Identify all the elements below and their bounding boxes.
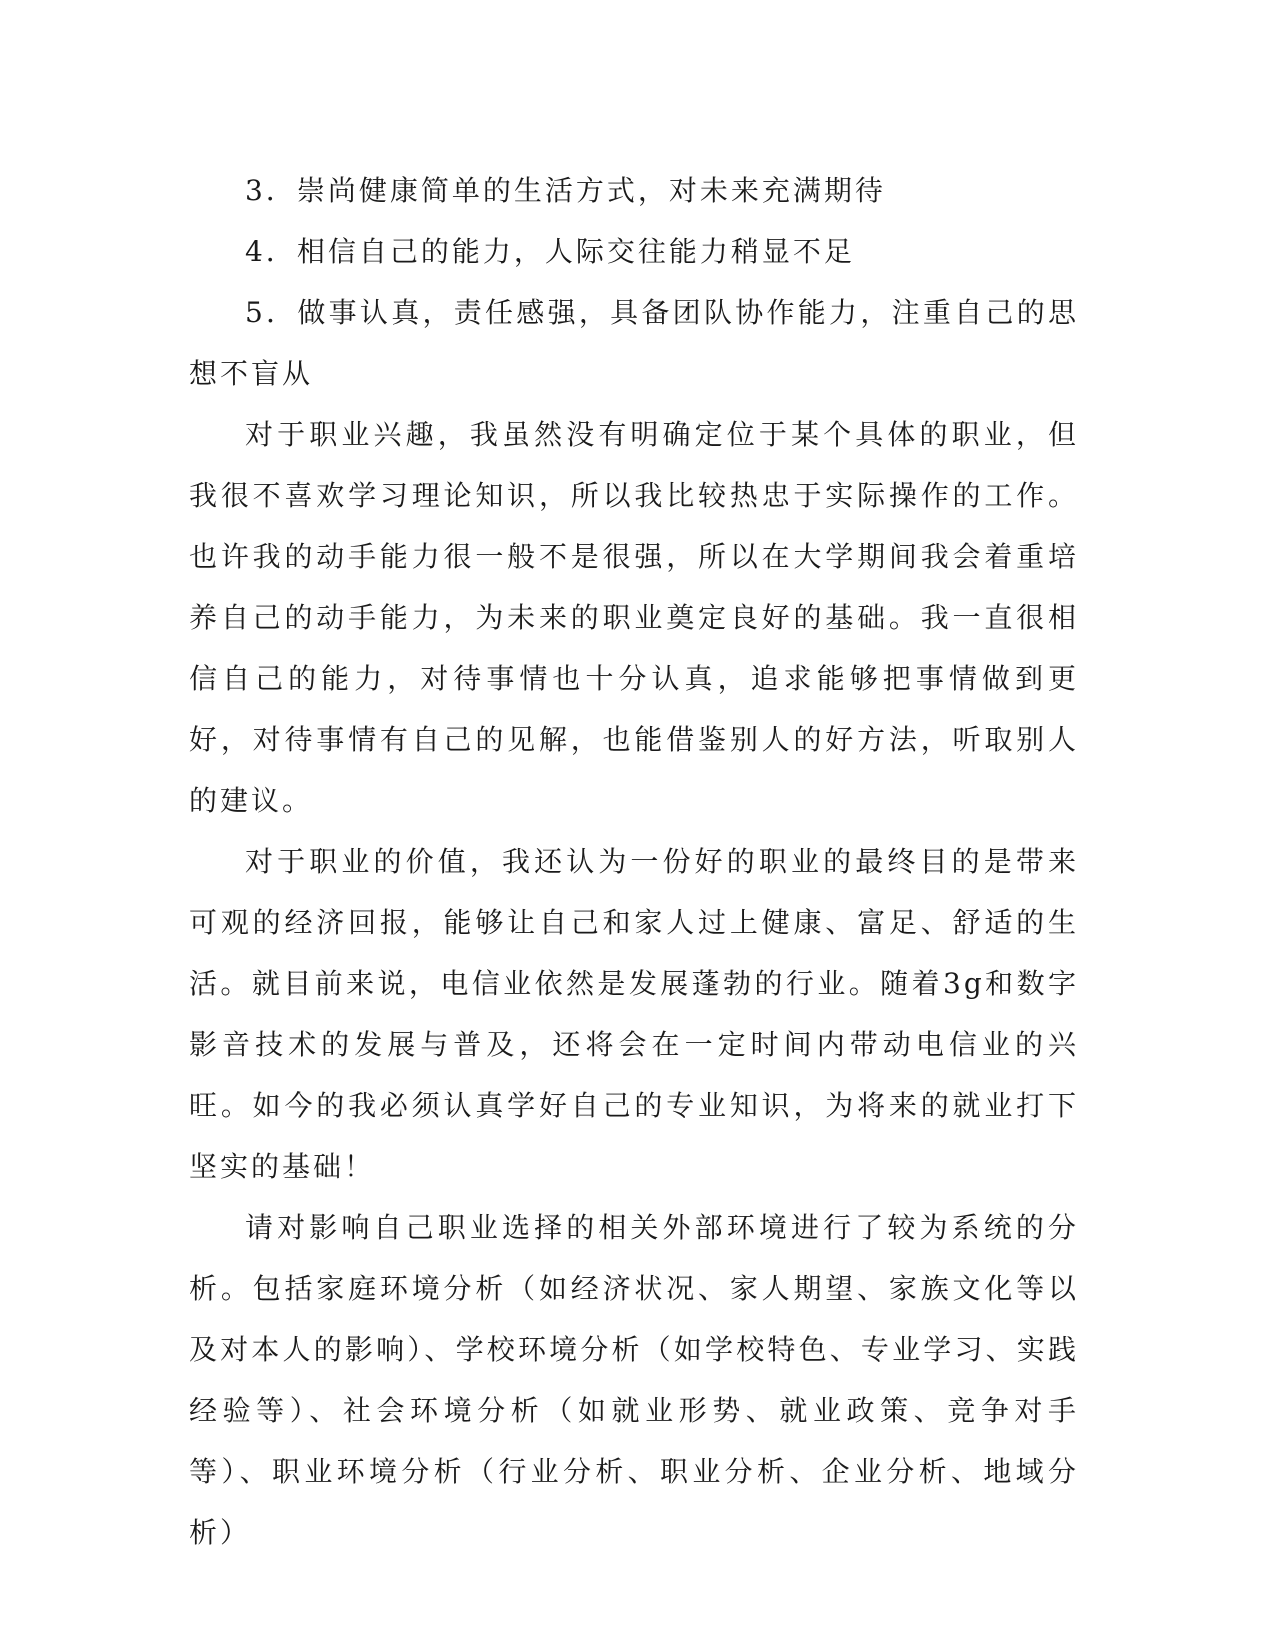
list-item-5: 5．做事认真，责任感强，具备团队协作能力，注重自己的思想不盲从 (189, 296, 1079, 390)
paragraph-career-value: 对于职业的价值，我还认为一份好的职业的最终目的是带来可观的经济回报，能够让自己和家人过上健康、富足、舒适的生活。就目前来说，电信业依然是发展蓬勃的行业。随着3g和数字影音技术的发展与普及，还将会在一定时间内带动电信业的兴旺。如今的我必须认真学好自己的专业知识，为将来的就业打下坚实的基础！ (189, 845, 1079, 1183)
list-item-3: 3．崇尚健康简单的生活方式，对未来充满期待 (245, 174, 886, 207)
list-item-4: 4．相信自己的能力，人际交往能力稍显不足 (245, 235, 855, 268)
paragraph-career-interest: 对于职业兴趣，我虽然没有明确定位于某个具体的职业，但我很不喜欢学习理论知识，所以我比较热忠于实际操作的工作。也许我的动手能力很一般不是很强，所以在大学期间我会着重培养自己的动手能力，为未来的职业奠定良好的基础。我一直很相信自己的能力，对待事情也十分认真，追求能够把事情做到更好，对待事情有自己的见解，也能借鉴别人的好方法，听取别人的建议。 (189, 418, 1079, 817)
paragraph-environment-analysis: 请对影响自己职业选择的相关外部环境进行了较为系统的分析。包括家庭环境分析（如经济状况、家人期望、家族文化等以及对本人的影响）、学校环境分析（如学校特色、专业学习、实践经验等）、社会环境分析（如就业形势、就业政策、竞争对手等）、职业环境分析（行业分析、职业分析、企业分析、地域分析） (189, 1211, 1079, 1549)
document-body (189, 160, 1079, 1563)
